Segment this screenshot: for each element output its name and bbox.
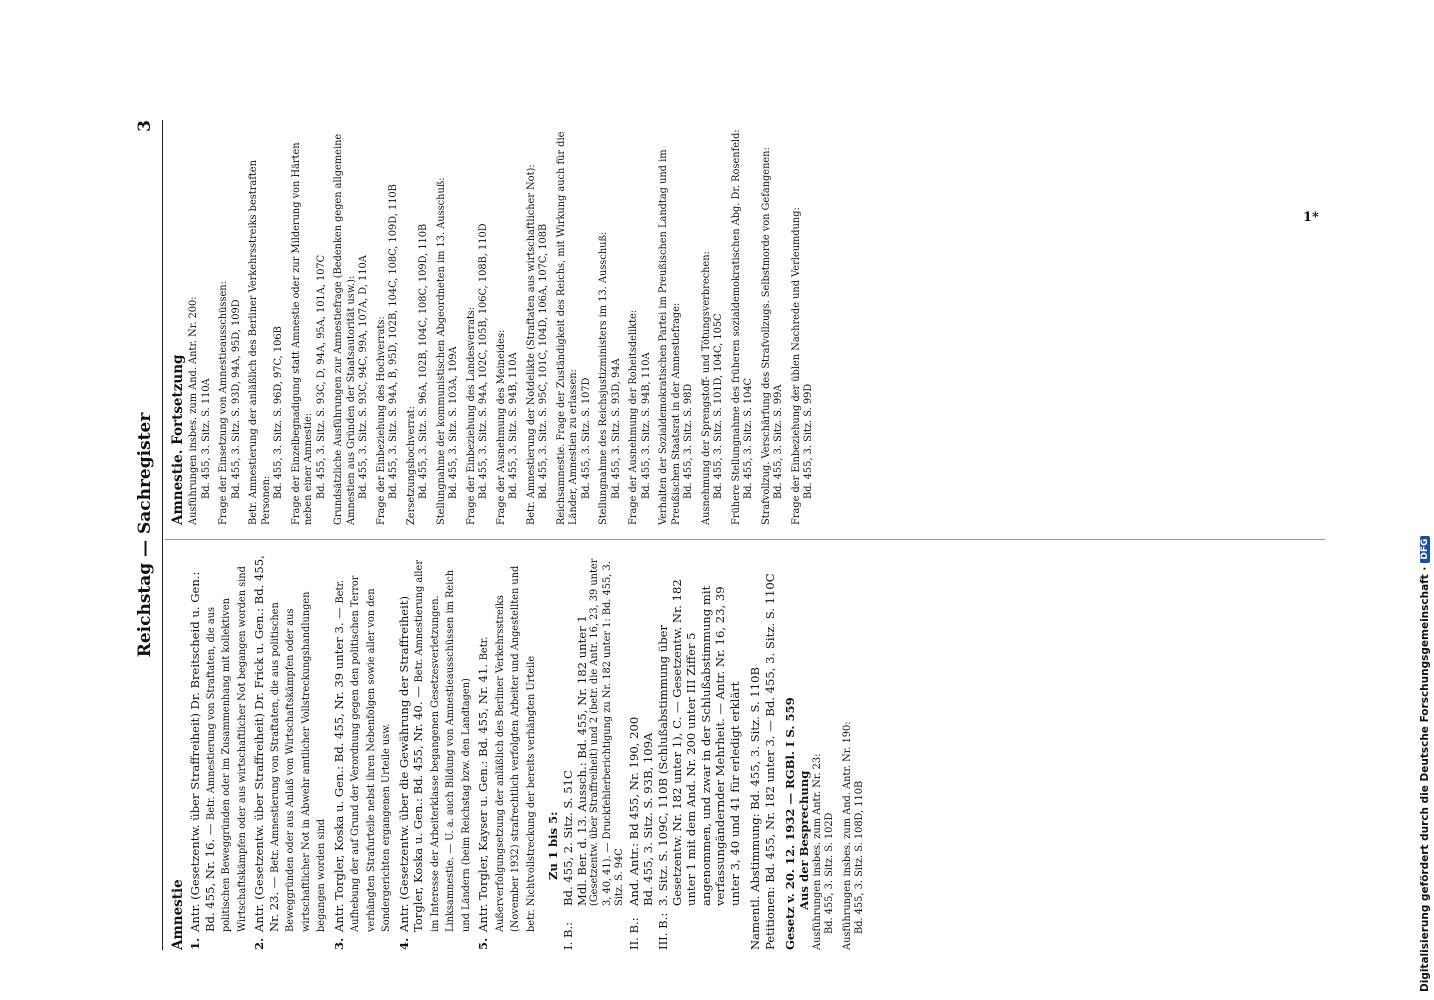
index-item-title: Frage der Einbeziehung der üblen Nachrede und Verleumdung:	[790, 207, 802, 525]
index-item	[526, 120, 551, 525]
index-item	[376, 120, 401, 525]
gesetz-line: Gesetz v. 20. 12. 1932 — RGBl. I S. 559	[782, 697, 797, 950]
index-item-title: Frage der Ausnehmung der Roheitsdelikte:	[628, 309, 640, 525]
entry-number: 1.	[188, 937, 203, 950]
aus-item	[812, 555, 837, 950]
index-item-ref: Bd. 455, 3. Sitz. S. 99D	[803, 383, 815, 499]
digitization-credit	[1418, 7, 1432, 992]
index-item-title: Frage der Einbeziehung des Landesverrats:	[465, 306, 477, 525]
index-item	[291, 120, 329, 525]
entry-number: 3.	[331, 937, 346, 950]
index-item-title: Frage der Einbeziehung des Hochverrats:	[375, 316, 387, 525]
index-item-ref: Bd. 455, 3. Sitz. S. 93C, D, 94A, 95A, 101A, 107C	[315, 254, 327, 499]
signature-mark: 1*	[1303, 210, 1319, 225]
section-title-continued: Amnestie. Fortsetzung	[170, 354, 186, 525]
index-item	[218, 120, 243, 525]
index-item-title: Strafvollzug. Verschärfung des Strafvollzugs. Selbstmorde von Gefangenen:	[760, 147, 772, 525]
index-item-title: Reichsamnestie. Frage der Zuständigkeit des Reichs, mit Wirkung auch für die Länder, Amnestien zu erlassen:	[555, 131, 580, 525]
index-item-title: Frage der Ausnehmung des Meineides:	[495, 329, 507, 525]
entry-2	[252, 555, 328, 950]
index-item-title: Stellungnahme des Reichsjustizministers im 13. Ausschuß:	[598, 231, 610, 525]
vote-text: And. Antr.: Bd 455, Nr. 190, 200	[626, 716, 641, 906]
column-divider	[165, 539, 1325, 540]
entry-note: Betr. Amnestierung von Straftaten, die aus politischen Beweggründen oder aus Anlaß von Wirtschaftskämpfen oder aus wirtschaftlicher Not in Abwehr amtlicher Vollstreckungshandlungen begangen worden sind	[269, 591, 328, 932]
index-item	[436, 120, 461, 525]
entry-note: Betr. Aufhebung der auf Grund der Verordnung gegen den politischen Terror verhängten Strafurteile nebst ihren Nebenfolgen sowie aller von den Sondergerichten ergangenen Urteile usw.	[334, 575, 393, 932]
entry-note: Betr. Amnestierung von Straftaten, die aus politischen Beweggründen oder im Zusammenhang mit kollektiven Wirtschaftskämpfen oder aus wirtschaftlicher Not begangen worden sind	[205, 566, 248, 932]
entry-note: Betr. Amnestierung aller im Interesse der Arbeiterklasse begangenen Gesetzesverletzungen. Linksamnestie. — U. a. auch Bildung von Amnestieausschüssen im Reich und Ländern (beim Reichstag bzw. den Landtagen)	[414, 559, 472, 932]
vote-text-2: Bd. 455, 3. Sitz. S. 93B, 109A	[641, 732, 656, 906]
index-item-ref: Bd. 455, 3. Sitz. S. 94B, 110A	[640, 352, 652, 499]
aus-item-ref: Bd. 455, 3. Sitz. S. 102D	[824, 812, 836, 934]
page-title: Reichstag — Sachregister	[135, 412, 155, 658]
index-item	[406, 120, 431, 525]
dfg-logo: DFG	[1420, 536, 1430, 563]
vote-third-reading	[656, 555, 742, 950]
entry-head: Antr. Torgler, Koska u. Gen.: Bd. 455, Nr. 39 unter 3. —	[331, 607, 346, 932]
index-item	[791, 120, 816, 525]
index-item-ref: Bd. 455, 3. Sitz. S. 93C, 94C, 99A, 107A, D, 110A	[358, 255, 370, 499]
index-item-ref: Bd. 455, 3. Sitz. S. 99A	[773, 384, 785, 499]
index-item	[658, 120, 696, 525]
index-item-title: Stellungnahme der kommunistischen Abgeordneten im 13. Ausschuß:	[435, 177, 447, 525]
entry-head: Antr. Torgler, Kayser u. Gen.: Bd. 455, Nr. 41.	[476, 663, 491, 932]
header-rule	[162, 120, 163, 950]
index-item-ref: Bd. 455, 3. Sitz. S. 95C, 101C, 104D, 106A, 107C, 108B	[538, 223, 550, 499]
index-item-title: Betr. Amnestierung der Notdelikte (Straftaten aus wirtschaftlicher Not):	[525, 164, 537, 525]
index-item-ref: Bd. 455, 3. Sitz. S. 94B, 110A	[508, 352, 520, 499]
vote-label: III. B.:	[655, 912, 670, 950]
vote-first-reading	[561, 555, 627, 950]
index-item-title: Frage der Einzelbegnadigung statt Amnestie oder zur Milderung von Härten neben einer Amnestie:	[290, 142, 315, 525]
aus-item-title: Ausführungen insbes. zum And. Antr. Nr. 190:	[841, 721, 853, 950]
index-item-title: Frühere Stellungnahme des früheren sozialdemokratischen Abg. Dr. Rosenfeld:	[730, 129, 742, 525]
vote-text: 3. Sitz. S. 109C, 110B (Schlußabstimmung über Gesetzentw. Nr. 182 unter 1), C. — Gesetzentw. Nr. 182 unter 1 mit dem And. Nr. 200 unter III Ziffer 5 angenommen, und zwar in der Schlußabstimmung mit verfassungändernder Mehrheit. — Antr. Nr. 16, 23, 39 unter 3, 40 und 41 für erledigt erklärt	[655, 579, 742, 906]
entry-number: 2.	[252, 937, 267, 950]
index-item	[598, 120, 623, 525]
entry-number: 5.	[476, 937, 491, 950]
index-item	[496, 120, 521, 525]
index-item	[188, 120, 213, 525]
index-item	[333, 120, 371, 525]
section-title: Amnestie	[170, 879, 186, 950]
aus-item-ref: Bd. 455, 3. Sitz. S. 108D, 110B	[854, 780, 866, 934]
index-item-ref: Bd. 455, 3. Sitz. S. 96D, 97C, 106B	[273, 326, 285, 499]
index-item	[556, 120, 594, 525]
index-item-ref: Bd. 455, 3. Sitz. S. 98D	[683, 383, 695, 499]
index-item-ref: Bd. 455, 3. Sitz. S. 107D	[580, 377, 592, 499]
right-column	[171, 120, 821, 525]
index-item	[248, 120, 286, 525]
entry-head: Antr. (Gesetzentw. über Straffreiheit) Dr. Frick u. Gen.: Bd. 455, Nr. 23. —	[252, 555, 281, 932]
entry-1	[188, 555, 249, 950]
index-item-ref: Bd. 455, 3. Sitz. S. 101D, 104C, 105C	[713, 313, 725, 499]
index-item-title: Grundsätzliche Ausführungen zur Amnestiefrage (Bedenken gegen allgemeine Amnestien aus Gründen der Staatsautorität usw.):	[333, 133, 357, 525]
vote-label: II. B.:	[626, 917, 641, 950]
index-item	[701, 120, 726, 525]
index-item-title: Verhalten der Sozialdemokratischen Partei im Preußischen Landtag und im Preußischen Staatsrat in der Amnestiefrage:	[658, 149, 682, 525]
index-item-ref: Bd. 455, 3. Sitz. S. 93D, 94A	[610, 358, 622, 499]
vote-label: I. B.:	[560, 921, 575, 950]
entry-4	[397, 555, 473, 950]
entry-head: Antr. (Gesetzentw. über Straffreiheit) Dr. Breitscheid u. Gen.: Bd. 455, Nr. 16. —	[188, 571, 217, 932]
aus-item-title: Ausführungen insbes. zum Antr. Nr. 23:	[811, 753, 823, 950]
aus-besprechung-title: Aus der Besprechung	[797, 770, 812, 910]
page-header	[135, 120, 159, 950]
aus-item	[842, 555, 867, 950]
index-item-title: Zersetzungshochverrat:	[405, 406, 417, 525]
index-item-ref: Bd. 455, 3. Sitz. S. 110A	[200, 378, 212, 499]
index-item-ref: Bd. 455, 3. Sitz. S. 104C	[743, 377, 755, 499]
zu-title: Zu 1 bis 5:	[546, 811, 561, 880]
namentl-abstimmung: Namentl. Abstimmung: Bd. 455, 3. Sitz. S. 110B	[748, 666, 763, 950]
index-item	[761, 120, 786, 525]
entry-5	[476, 555, 538, 950]
entry-head: Antr. (Gesetzentw. über die Gewährung der Straffreiheit) Torgler, Koska u. Gen.: Bd. 455, Nr. 40. —	[396, 595, 426, 932]
index-item-ref: Bd. 455, 3. Sitz. S. 94A, 102C, 105B, 106C, 108B, 110D	[478, 223, 490, 499]
petitionen: Petitionen: Bd. 455, Nr. 182 unter 3. — Bd. 455, 3. Sitz. S. 110C	[762, 573, 777, 950]
vote-text-2: Mdl. Ber. d. 13. Aussch.: Bd. 455, Nr. 182 unter 1	[574, 615, 589, 906]
vote-text: Bd. 455, 2. Sitz. S. 51C	[560, 770, 575, 906]
index-item-title: Ausführungen insbes. zum And. Antr. Nr. 200:	[188, 296, 200, 525]
index-item-title: Frage der Einsetzung von Amnestieausschüssen:	[218, 281, 230, 525]
index-item-title: Betr. Amnestierung der anläßlich des Berliner Verkehrsstreiks bestraften Personen:	[248, 160, 272, 525]
entry-note: Betr. Außerverfolgungsetzung der anläßlich des Berliner Verkehrsstreiks (November 1932) strafrechtlich verfolgten Arbeiter und Angestellten und betr. Nichtvollstreckung der bereits verhängten Urteile	[479, 565, 537, 932]
index-item	[628, 120, 653, 525]
vote-note: (Gesetzentw. über Straffreiheit) und 2 (betr. die Antr. 16, 23, 39 unter 3, 40, 41). — Druckfehlerberichtigung zu Nr. 182 unter 1: Bd. 455, 3. Sitz. S. 94C	[589, 558, 626, 906]
entry-3	[332, 555, 394, 950]
vote-second-reading	[627, 555, 656, 950]
page-number: 3	[135, 120, 155, 132]
index-item	[466, 120, 491, 525]
left-column	[171, 555, 872, 950]
index-item	[731, 120, 756, 525]
index-item-ref: Bd. 455, 3. Sitz. S. 94A, B, 95D, 102B, 104C, 108C, 109D, 110B	[388, 184, 400, 499]
index-item-ref: Bd. 455, 3. Sitz. S. 96A, 102B, 104C, 108C, 109D, 110B	[418, 223, 430, 499]
rotated-page	[135, 100, 1325, 950]
entry-number: 4.	[396, 937, 411, 950]
index-item-ref: Bd. 455, 3. Sitz. S. 103A, 109A	[448, 346, 460, 499]
credit-text: Digitalisierung gefördert durch die Deutsche Forschungsgemeinschaft ·	[1419, 566, 1431, 992]
index-item-ref: Bd. 455, 3. Sitz. S. 93D, 94A, 95D, 109D	[230, 299, 242, 499]
index-item-title: Ausnehmung der Sprengstoff- und Tötungsverbrechen:	[700, 251, 712, 525]
